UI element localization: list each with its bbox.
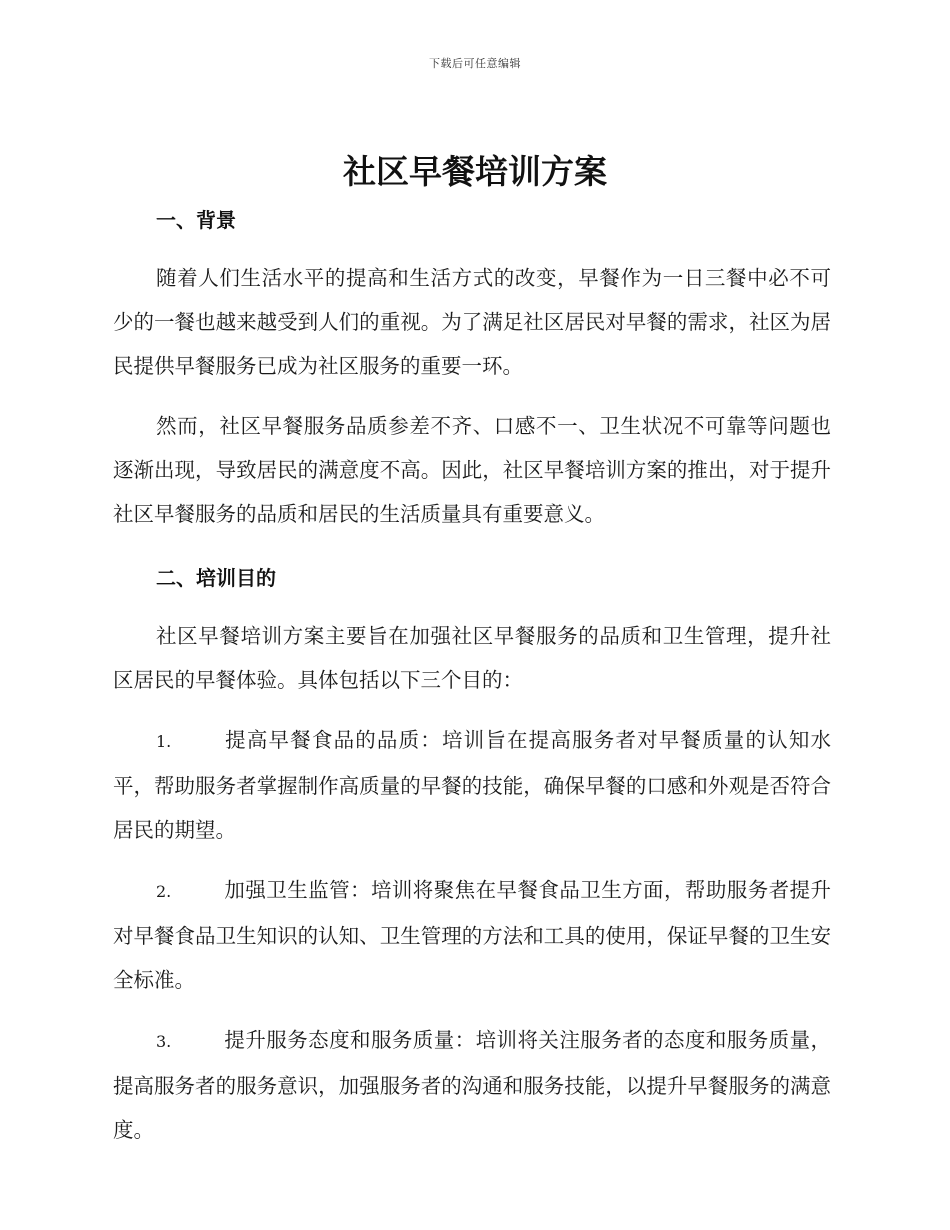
header-note: 下载后可任意编辑 [429, 57, 521, 70]
list-item [113, 868, 831, 1002]
paragraph: 然而，社区早餐服务品质参差不齐、口感不一、卫生状况不可靠等问题也逐渐出现，导致居民的满意度不高。因此，社区早餐培训方案的推出，对于提升社区早餐服务的品质和居民的生活质量具有重要意义。 [113, 414, 831, 526]
list-item-number: 2. [156, 882, 172, 901]
paragraph: 随着人们生活水平的提高和生活方式的改变，早餐作为一日三餐中必不可少的一餐也越来越受到人们的重视。为了满足社区居民对早餐的需求，社区为居民提供早餐服务已成为社区服务的重要一环。 [113, 266, 831, 378]
section-heading-background: 一、背景 [156, 208, 236, 232]
list-item-text: 加强卫生监管：培训将聚焦在早餐食品卫生方面，帮助服务者提升对早餐食品卫生知识的认知、卫生管理的方法和工具的使用，保证早餐的卫生安全标准。 [113, 878, 831, 992]
document-body [113, 200, 831, 1152]
document-title: 社区早餐培训方案 [343, 152, 607, 191]
list-item-text: 提升服务态度和服务质量：培训将关注服务者的态度和服务质量，提高服务者的服务意识，加强服务者的沟通和服务技能，以提升早餐服务的满意度。 [113, 1028, 831, 1142]
list-item-number: 3. [156, 1032, 172, 1051]
section-heading-training-goals: 二、培训目的 [156, 566, 276, 590]
list-item [113, 718, 831, 852]
paragraph: 社区早餐培训方案主要旨在加强社区早餐服务的品质和卫生管理，提升社区居民的早餐体验。具体包括以下三个目的： [113, 624, 831, 692]
list-item [113, 1018, 831, 1152]
list-item-number: 1. [156, 732, 172, 751]
list-item-text: 提高早餐食品的品质：培训旨在提高服务者对早餐质量的认知水平，帮助服务者掌握制作高质量的早餐的技能，确保早餐的口感和外观是否符合居民的期望。 [113, 728, 831, 842]
